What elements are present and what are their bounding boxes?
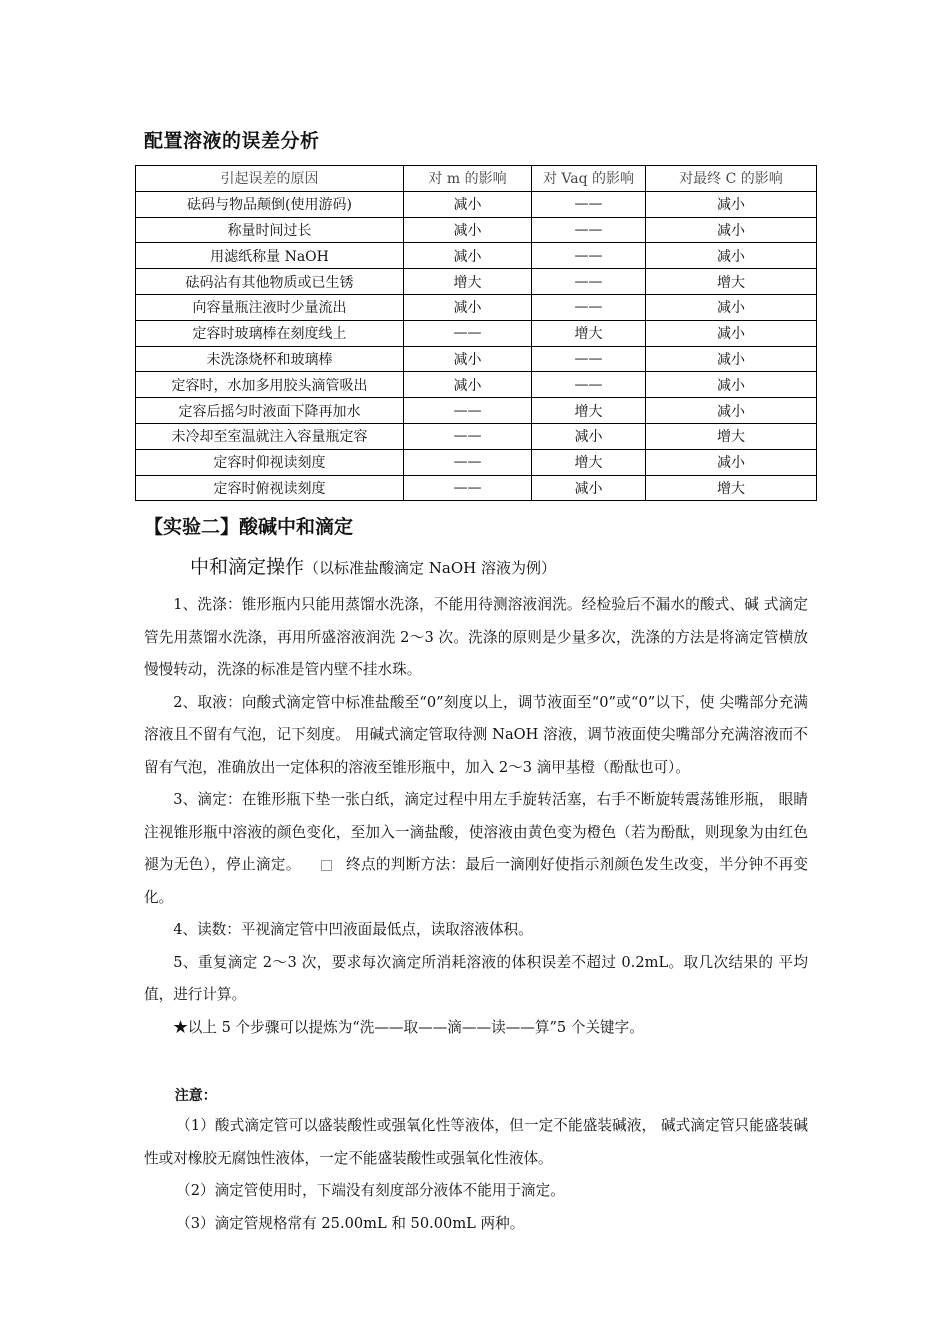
header-cause: 引起误差的原因 bbox=[136, 166, 404, 192]
cell-c-effect: 减小 bbox=[646, 372, 817, 398]
table-row bbox=[136, 398, 817, 424]
subtitle-note: （以标准盐酸滴定 NaOH 溶液为例） bbox=[304, 559, 556, 577]
step-2-take: 2、取液：向酸式滴定管中标准盐酸至“0”刻度以上，调节液面至“0”或“0”以下，使 尖嘴部分充满溶液且不留有气泡，记下刻度。 用碱式滴定管取待测 NaOH 溶液，调节液面使尖嘴部分充满溶液而不留有气泡，准确放出一定体积的溶液至锥形瓶中，加入 2～3 滴甲基橙（酚酞也可）。 bbox=[144, 693, 809, 776]
table-row bbox=[136, 423, 817, 449]
cell-m-effect: —— bbox=[404, 423, 532, 449]
cell-c-effect: 减小 bbox=[646, 294, 817, 320]
table-header-row bbox=[136, 166, 817, 192]
cell-m-effect: 减小 bbox=[404, 372, 532, 398]
cell-vaq-effect: 减小 bbox=[532, 475, 646, 501]
step-summary: ★以上 5 个步骤可以提炼为“洗——取——滴——读——算”5 个关键字。 bbox=[173, 1018, 644, 1036]
checkbox-glyph-icon bbox=[321, 860, 332, 871]
cell-cause: 未冷却至室温就注入容量瓶定容 bbox=[136, 423, 404, 449]
cell-cause: 向容量瓶注液时少量流出 bbox=[136, 294, 404, 320]
cell-vaq-effect: —— bbox=[532, 269, 646, 295]
step-4-read: 4、读数：平视滴定管中凹液面最低点，读取溶液体积。 bbox=[173, 921, 533, 938]
cell-cause: 砝码沾有其他物质或已生锈 bbox=[136, 269, 404, 295]
table-row bbox=[136, 217, 817, 243]
cell-vaq-effect: —— bbox=[532, 346, 646, 372]
table-row bbox=[136, 346, 817, 372]
table-row bbox=[136, 243, 817, 269]
cell-c-effect: 减小 bbox=[646, 217, 817, 243]
cell-vaq-effect: 增大 bbox=[532, 398, 646, 424]
step-3-endpoint: 终点的判断方法：最后一滴刚好使指示剂颜色发生改变，半分钟不再变化。 bbox=[144, 856, 808, 906]
cell-cause: 称量时间过长 bbox=[136, 217, 404, 243]
cell-m-effect: 减小 bbox=[404, 217, 532, 243]
cell-vaq-effect: —— bbox=[532, 191, 646, 217]
cell-cause: 用滤纸称量 NaOH bbox=[136, 243, 404, 269]
table-row bbox=[136, 475, 817, 501]
cell-cause: 定容时仰视读刻度 bbox=[136, 449, 404, 475]
cell-m-effect: —— bbox=[404, 320, 532, 346]
cell-c-effect: 减小 bbox=[646, 191, 817, 217]
cell-c-effect: 减小 bbox=[646, 449, 817, 475]
cell-m-effect: 减小 bbox=[404, 243, 532, 269]
cell-vaq-effect: 增大 bbox=[532, 320, 646, 346]
section-title-solution-error: 配置溶液的误差分析 bbox=[144, 130, 320, 152]
cell-m-effect: 减小 bbox=[404, 346, 532, 372]
cell-c-effect: 增大 bbox=[646, 269, 817, 295]
table-row bbox=[136, 449, 817, 475]
cell-m-effect: —— bbox=[404, 398, 532, 424]
cell-c-effect: 增大 bbox=[646, 475, 817, 501]
error-analysis-table bbox=[135, 165, 817, 501]
table-row bbox=[136, 320, 817, 346]
cell-cause: 定容时，水加多用胶头滴管吸出 bbox=[136, 372, 404, 398]
cell-vaq-effect: 减小 bbox=[532, 423, 646, 449]
cell-vaq-effect: —— bbox=[532, 243, 646, 269]
subtitle-main: 中和滴定操作 bbox=[190, 556, 305, 578]
header-vaq-effect: 对 Vaq 的影响 bbox=[532, 166, 646, 192]
cell-m-effect: 减小 bbox=[404, 294, 532, 320]
table-row bbox=[136, 294, 817, 320]
cell-m-effect: —— bbox=[404, 475, 532, 501]
section-title-titration: 【实验二】酸碱中和滴定 bbox=[144, 516, 354, 538]
cell-c-effect: 减小 bbox=[646, 243, 817, 269]
subtitle bbox=[190, 552, 556, 579]
cell-vaq-effect: 增大 bbox=[532, 449, 646, 475]
cell-cause: 未洗涤烧杯和玻璃棒 bbox=[136, 346, 404, 372]
cell-vaq-effect: —— bbox=[532, 217, 646, 243]
cell-cause: 定容后摇匀时液面下降再加水 bbox=[136, 398, 404, 424]
cell-vaq-effect: —— bbox=[532, 372, 646, 398]
table-row bbox=[136, 372, 817, 398]
cell-c-effect: 增大 bbox=[646, 423, 817, 449]
note-1: （1）酸式滴定管可以盛装酸性或强氧化性等液体，但一定不能盛装碱液， 碱式滴定管只能盛装碱性或对橡胶无腐蚀性液体，一定不能盛装酸性或强氧化性液体。 bbox=[144, 1117, 808, 1167]
table-row bbox=[136, 269, 817, 295]
note-3: （3）滴定管规格常有 25.00mL 和 50.00mL 两种。 bbox=[176, 1214, 525, 1232]
cell-c-effect: 减小 bbox=[646, 398, 817, 424]
cell-cause: 砝码与物品颠倒(使用游码) bbox=[136, 191, 404, 217]
cell-cause: 定容时玻璃棒在刻度线上 bbox=[136, 320, 404, 346]
cell-m-effect: 增大 bbox=[404, 269, 532, 295]
cell-vaq-effect: —— bbox=[532, 294, 646, 320]
cell-c-effect: 减小 bbox=[646, 346, 817, 372]
header-m-effect: 对 m 的影响 bbox=[404, 166, 532, 192]
table-row bbox=[136, 191, 817, 217]
step-5-repeat: 5、重复滴定 2～3 次，要求每次滴定所消耗溶液的体积误差不超过 0.2mL。取几次结果的 平均值，进行计算。 bbox=[144, 953, 808, 1003]
note-2: （2）滴定管使用时，下端没有刻度部分液体不能用于滴定。 bbox=[176, 1182, 565, 1199]
notes-block bbox=[144, 1082, 808, 1240]
notes-heading: 注意： bbox=[174, 1088, 217, 1104]
titration-steps bbox=[144, 589, 808, 1044]
cell-c-effect: 减小 bbox=[646, 320, 817, 346]
cell-cause: 定容时俯视读刻度 bbox=[136, 475, 404, 501]
step-3-text: 3、滴定：在锥形瓶下垫一张白纸，滴定过程中用左手旋转活塞，右手不断旋转震荡锥形瓶， 眼睛注视锥形瓶中溶液的颜色变化，至加入一滴盐酸，使溶液由黄色变为橙色（若为酚酞，则现象为由红色褪为无色），停止滴定。 bbox=[144, 791, 808, 873]
cell-m-effect: 减小 bbox=[404, 191, 532, 217]
step-3-titrate bbox=[144, 784, 808, 914]
cell-m-effect: —— bbox=[404, 449, 532, 475]
header-c-effect: 对最终 C 的影响 bbox=[646, 166, 817, 192]
step-1-wash: 1、洗涤：锥形瓶内只能用蒸馏水洗涤，不能用待测溶液润洗。经检验后不漏水的酸式、碱 式滴定管先用蒸馏水洗涤，再用所盛溶液润洗 2～3 次。洗涤的原则是少量多次，洗涤的方法是将滴定管横放慢慢转动，洗涤的标准是管内壁不挂水珠。 bbox=[144, 596, 808, 678]
